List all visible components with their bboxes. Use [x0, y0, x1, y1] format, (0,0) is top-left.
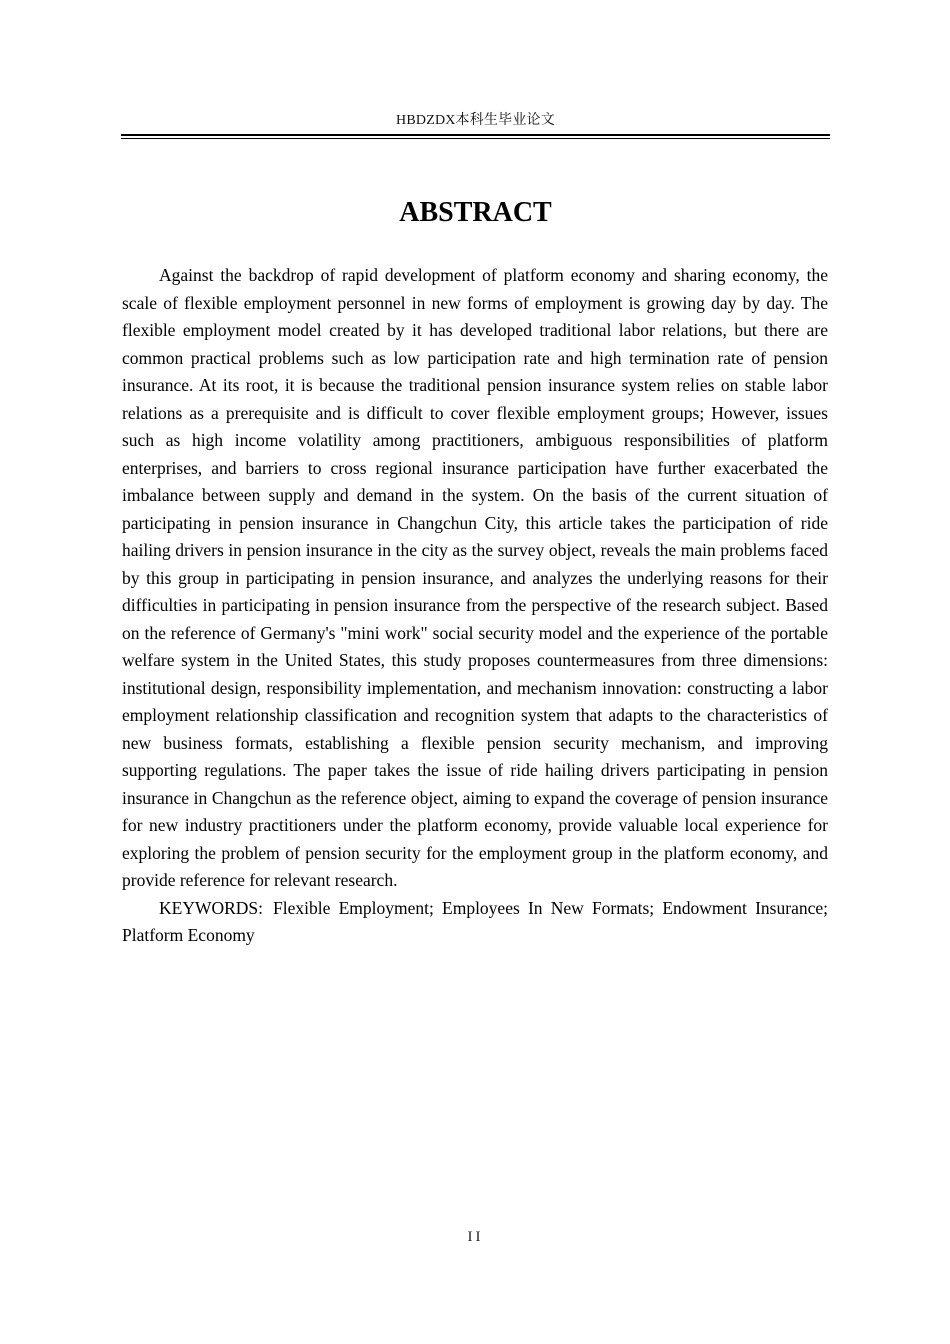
- keywords-label: KEYWORDS:: [159, 897, 264, 918]
- page-number: II: [467, 1229, 484, 1245]
- header-rule-thin: [121, 138, 830, 139]
- keywords-text: Flexible Employment; Employees In New Formats; Endowment Insurance; Platform Economy: [122, 897, 828, 945]
- abstract-heading: ABSTRACT: [399, 197, 552, 228]
- abstract-body: [122, 262, 828, 950]
- header-rule-thick: [121, 134, 830, 136]
- abstract-paragraph: Against the backdrop of rapid development of platform economy and sharing economy, the scale of flexible employment personnel in new forms of employment is growing day by day. The flexible employment model created by it has developed traditional labor relations, but there are common practical problems such as low participation rate and high termination rate of pension insurance. At its root, it is because the traditional pension insurance system relies on stable labor relations as a prerequisite and is difficult to cover flexible employment groups; However, issues such as high income volatility among practitioners, ambiguous responsibilities of platform enterprises, and barriers to cross regional insurance participation have further exacerbated the imbalance between supply and demand in the system. On the basis of the current situation of participating in pension insurance in Changchun City, this article takes the participation of ride hailing drivers in pension insurance in the city as the survey object, reveals the main problems faced by this group in participating in pension insurance, and analyzes the underlying reasons for their difficulties in participating in pension insurance from the perspective of the research subject. Based on the reference of Germany's "mini work" social security model and the experience of the portable welfare system in the United States, this study proposes countermeasures from three dimensions: institutional design, responsibility implementation, and mechanism innovation: constructing a labor employment relationship classification and recognition system that adapts to the characteristics of new business formats, establishing a flexible pension security mechanism, and improving supporting regulations. The paper takes the issue of ride hailing drivers participating in pension insurance in Changchun as the reference object, aiming to expand the coverage of pension insurance for new industry practitioners under the platform economy, provide valuable local experience for exploring the problem of pension security for the employment group in the platform economy, and provide reference for relevant research.: [122, 265, 828, 890]
- keywords-paragraph: [122, 895, 828, 950]
- running-header: HBDZDX本科生毕业论文: [396, 113, 555, 128]
